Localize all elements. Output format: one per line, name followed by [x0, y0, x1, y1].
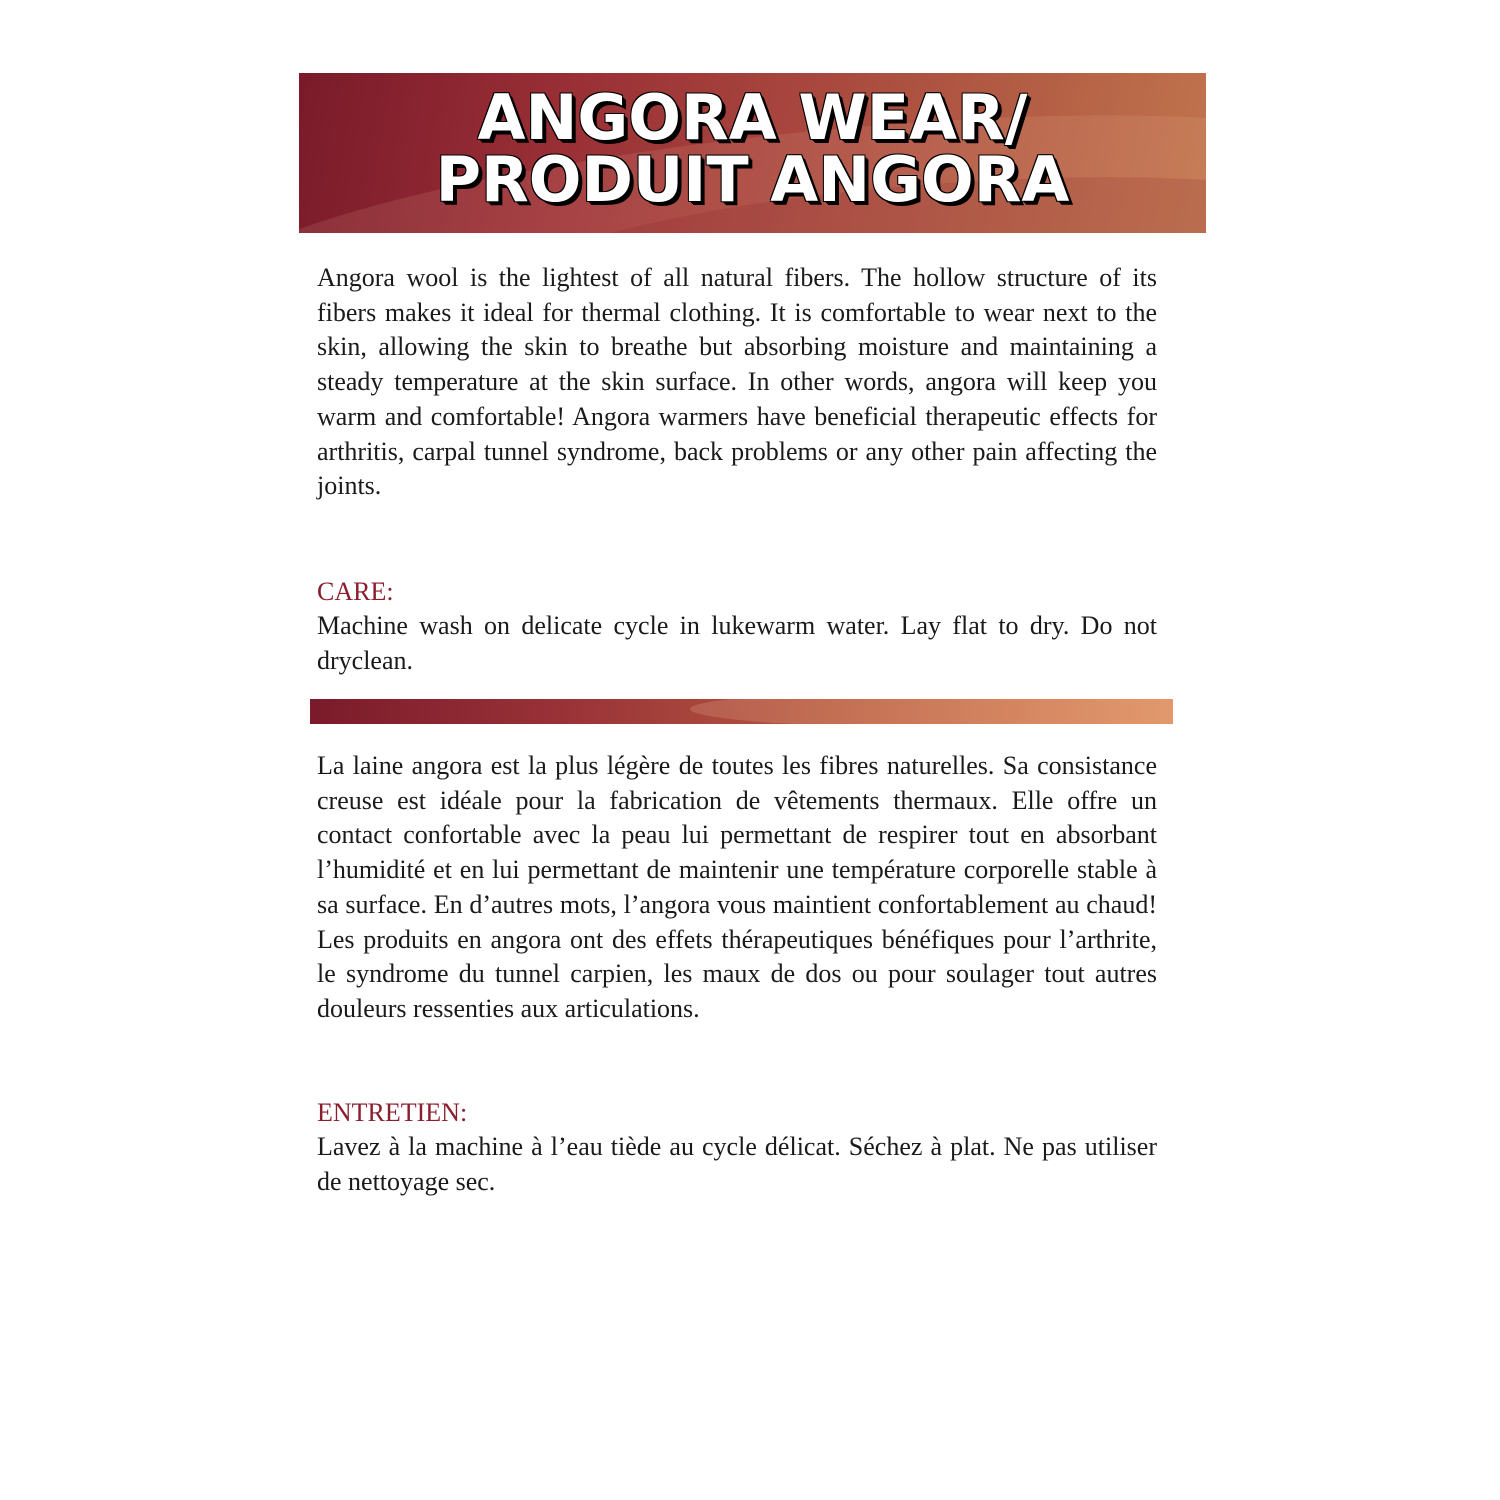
entretien-heading: ENTRETIEN:	[317, 1098, 468, 1127]
care-heading: CARE:	[317, 577, 394, 606]
care-instructions: Machine wash on delicate cycle in lukewarm water. Lay flat to dry. Do not dryclean.	[317, 611, 1157, 675]
page-title	[299, 81, 1206, 216]
section-divider	[310, 699, 1173, 724]
french-description: La laine angora est la plus légère de toutes les fibres naturelles. Sa consistance creuse est idéale pour la fabrication de vêtements thermaux. Elle offre un contact confortable avec la peau lui permettant de respirer tout en absorbant l’humidité et en lui permettant de maintenir une température corporelle stable à sa surface. En d’autres mots, l’angora vous maintient confortablement au chaud! Les produits en angora ont des effets thérapeutiques bénéfiques pour l’arthrite, le syndrome du tunnel carpien, les maux de dos ou pour soulager tout autres douleurs ressenties aux articulations.	[317, 751, 1157, 1023]
english-description: Angora wool is the lightest of all natural fibers. The hollow structure of its fibers makes it ideal for thermal clothing. It is comfortable to wear next to the skin, allowing the skin to breathe but absorbing moisture and maintaining a steady temperature at the skin surface. In other words, angora will keep you warm and comfortable! Angora warmers have beneficial therapeutic effects for arthritis, carpal tunnel syndrome, back problems or any other pain affecting the joints.	[317, 263, 1157, 501]
entretien-instructions: Lavez à la machine à l’eau tiède au cycle délicat. Séchez à plat. Ne pas utiliser de nettoyage sec.	[317, 1132, 1157, 1196]
title-line-french: PRODUIT ANGORA	[435, 143, 1070, 216]
title-banner	[299, 73, 1206, 233]
title-line-english: ANGORA WEAR/	[477, 81, 1028, 154]
